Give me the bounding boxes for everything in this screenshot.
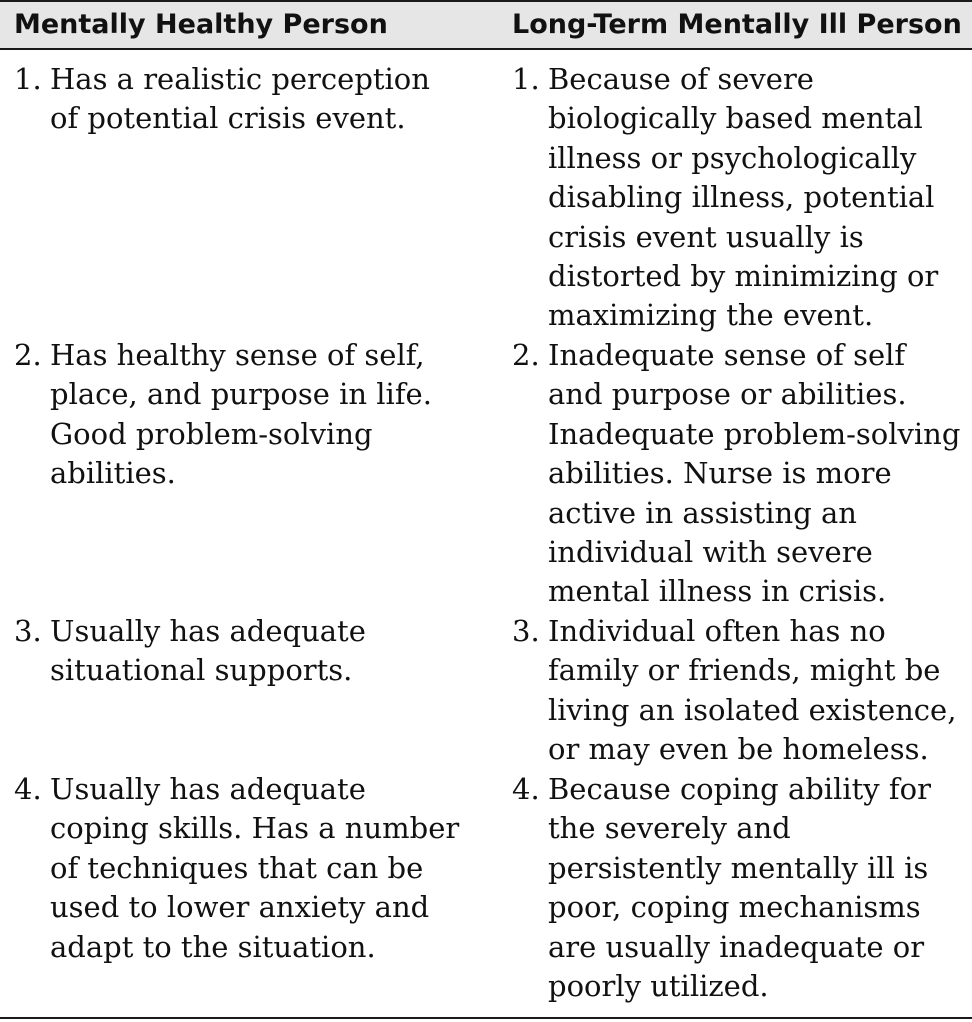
item-number: 1. bbox=[14, 62, 42, 96]
healthy-cell bbox=[14, 336, 466, 494]
header-long-term-mentally-ill: Long-Term Mentally Ill Person bbox=[512, 9, 962, 40]
item-number: 4. bbox=[14, 772, 42, 806]
header-mentally-healthy: Mentally Healthy Person bbox=[14, 9, 388, 40]
table-header bbox=[0, 0, 972, 50]
healthy-cell bbox=[14, 60, 466, 139]
bottom-rule bbox=[0, 1017, 972, 1019]
item-number: 4. bbox=[512, 772, 540, 806]
item-number: 1. bbox=[512, 62, 540, 96]
ill-cell bbox=[512, 770, 964, 1006]
item-text: Because coping ability for the severely and persistently mentally ill is poor, coping mechanisms are usually inadequate or poorly utilized. bbox=[548, 772, 931, 1004]
item-text: Inadequate sense of self and purpose or abilities. Inadequate problem-solving abilities. Nurse is more active in assisting an individual with severe mental illness in crisis. bbox=[548, 338, 961, 609]
item-number: 3. bbox=[14, 614, 42, 648]
healthy-cell bbox=[14, 770, 466, 967]
ill-cell bbox=[512, 336, 964, 612]
item-number: 3. bbox=[512, 614, 540, 648]
ill-cell bbox=[512, 612, 964, 770]
item-text: Has healthy sense of self, place, and purpose in life. Good problem-solving abilities. bbox=[50, 338, 432, 491]
item-text: Usually has adequate coping skills. Has a number of techniques that can be used to lower anxiety and adapt to the situation. bbox=[50, 772, 460, 964]
ill-cell bbox=[512, 60, 964, 336]
item-text: Usually has adequate situational supports. bbox=[50, 614, 366, 688]
healthy-cell bbox=[14, 612, 466, 691]
item-number: 2. bbox=[14, 338, 42, 372]
item-text: Individual often has no family or friends, might be living an isolated existence, or may even be homeless. bbox=[548, 614, 957, 767]
item-text: Because of severe biologically based mental illness or psychologically disabling illness, potential crisis event usually is distorted by minimizing or maximizing the event. bbox=[548, 62, 939, 333]
item-text: Has a realistic perception of potential crisis event. bbox=[50, 62, 430, 136]
item-number: 2. bbox=[512, 338, 540, 372]
